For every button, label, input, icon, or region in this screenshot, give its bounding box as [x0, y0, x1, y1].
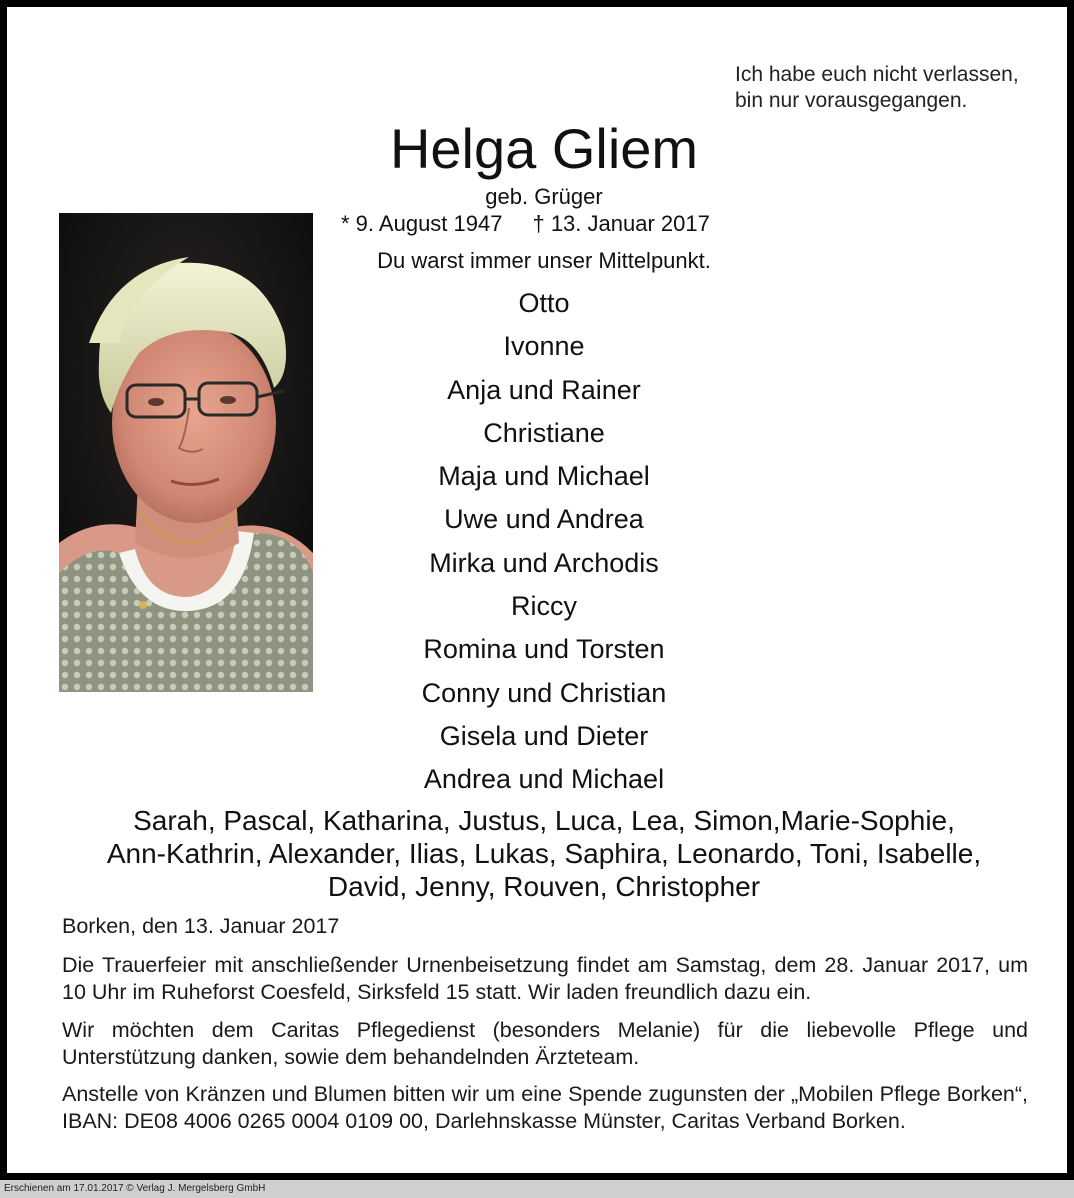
family-member: Conny und Christian — [421, 677, 667, 708]
publication-footer: Erschienen am 17.01.2017 © Verlag J. Mergelsberg GmbH — [0, 1180, 1074, 1198]
death-date: † 13. Januar 2017 — [532, 211, 710, 236]
grandchildren-line: Sarah, Pascal, Katharina, Justus, Luca, Lea, Simon,Marie-Sophie, — [133, 805, 955, 836]
family-member: Ivonne — [503, 331, 585, 362]
donation-paragraph: Anstelle von Kränzen und Blumen bitten wir um eine Spende zugunsten der „Mobilen Pflege Borken“, IBAN: DE08 4006 0265 0004 0109 00, Darlehnskasse Münster, Caritas Verband Borken. — [62, 1082, 1028, 1133]
life-dates — [341, 210, 761, 238]
birth-name: geb. Grüger — [485, 184, 603, 209]
funeral-info-paragraph: Die Trauerfeier mit anschließender Urnenbeisetzung findet am Samstag, dem 28. Januar 2017, um 10 Uhr im Ruheforst Coesfeld, Sirksfeld 15 statt. Wir laden freundlich dazu ein. — [62, 953, 1028, 1004]
family-member: Uwe und Andrea — [444, 504, 644, 535]
grandchildren-line: Ann-Kathrin, Alexander, Ilias, Lukas, Saphira, Leonardo, Toni, Isabelle, — [106, 838, 982, 869]
family-member: Romina und Torsten — [423, 634, 665, 665]
quote — [735, 62, 1055, 114]
family-member: Mirka und Archodis — [429, 547, 659, 578]
family-member: Anja und Rainer — [447, 374, 641, 405]
family-member: Gisela und Dieter — [439, 720, 649, 751]
motto: Du warst immer unser Mittelpunkt. — [377, 248, 711, 273]
deceased-name: Helga Gliem — [389, 117, 699, 180]
family-list — [344, 283, 744, 803]
family-member: Maja und Michael — [438, 461, 650, 492]
grandchildren-line: David, Jenny, Rouven, Christopher — [327, 871, 761, 902]
family-member: Riccy — [511, 591, 577, 622]
family-member: Christiane — [483, 417, 605, 448]
portrait-photo — [59, 213, 313, 692]
family-member: Otto — [518, 288, 570, 318]
portrait-image — [59, 213, 313, 692]
quote-line-2: bin nur vorausgegangen. — [735, 89, 968, 112]
family-member: Andrea und Michael — [423, 764, 665, 795]
grandchildren-list — [27, 804, 1061, 903]
quote-line-1: Ich habe euch nicht verlassen, — [735, 63, 1019, 86]
thanks-paragraph: Wir möchten dem Caritas Pflegedienst (besonders Melanie) für die liebevolle Pflege und Unterstützung danken, sowie dem behandelnden Ärzteteam. — [62, 1018, 1028, 1069]
birth-date: * 9. August 1947 — [341, 211, 503, 236]
place-date: Borken, den 13. Januar 2017 — [62, 914, 340, 938]
